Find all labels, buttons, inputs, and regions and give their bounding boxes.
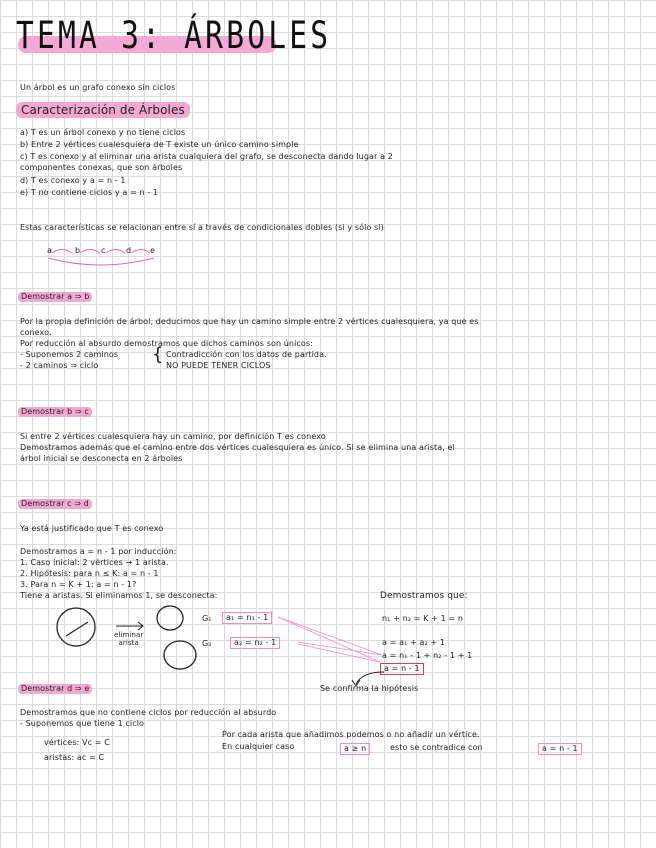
- proof-line: 3. Para n = K + 1: a = n - 1?: [20, 580, 137, 589]
- pink-connectors: [278, 617, 382, 662]
- equation-box: a = n - 1: [538, 743, 582, 755]
- subgraph-g2: [164, 641, 196, 669]
- chain-arc: [80, 250, 100, 254]
- proof-line: 2. Hipótesis: para n ≤ K: a = n - 1: [20, 569, 159, 578]
- brace-line: NO PUEDE TENER CICLOS: [166, 361, 271, 370]
- subgraph-label: G₂: [202, 639, 212, 648]
- chain-arc: [52, 250, 72, 254]
- list-item: componentes conexas, que son árboles: [20, 163, 183, 172]
- chain-arc: [106, 250, 125, 254]
- proof-line: Por cada arista que añadimos podemos o no añadir un vértice.: [222, 730, 480, 739]
- proof-line: Demostramos además que el camino entre dos vértices cualesquiera es único. Si se elimina una arista, el: [20, 443, 455, 452]
- list-item: c) T es conexo y al eliminar una arista cualquiera del grafo, se desconecta dando lugar a 2: [20, 152, 393, 161]
- proof-line: En cualquier caso: [222, 742, 295, 751]
- proof-line: vértices: Vc = C: [44, 738, 110, 747]
- proof-line: Ya está justificado que T es conexo: [20, 524, 164, 533]
- subgraph-g1: [157, 606, 183, 630]
- list-item: e) T no contiene ciclos y a = n - 1: [20, 188, 159, 197]
- chain-node: b: [75, 246, 81, 255]
- list-item: a) T es un árbol conexo y no tiene ciclos: [20, 128, 186, 137]
- result-box: a = n - 1: [380, 663, 424, 675]
- conclusion-arrow: [356, 672, 384, 684]
- brace: {: [152, 344, 164, 365]
- proof-heading: Demostrar c ⇒ d: [18, 499, 92, 509]
- proof-line: Si entre 2 vértices cualesquiera hay un camino, por definición T es conexo: [20, 432, 326, 441]
- right-line: a = a₁ + a₂ + 1: [382, 638, 446, 647]
- proof-line: Demostramos a = n - 1 por inducción:: [20, 547, 177, 556]
- conclusion-text: Se confirma la hipótesis: [320, 684, 419, 693]
- chain-node: d: [126, 246, 132, 255]
- page-title: TEMA 3: ÁRBOLES: [16, 14, 332, 57]
- right-line: a = n₁ - 1 + n₂ - 1 + 1: [382, 651, 473, 660]
- proof-heading: Demostrar b ⇒ c: [18, 407, 92, 417]
- chain-connectors: [48, 250, 154, 266]
- proof-line: Demostramos que no contiene ciclos por reducción al absurdo: [20, 708, 277, 717]
- chain-arc-bottom: [48, 258, 154, 265]
- intro-text: Un árbol es un grafo conexo sin ciclos: [20, 83, 176, 92]
- proof-line: Tiene a aristas. Si eliminamos 1, se desconecta:: [20, 591, 218, 600]
- proof-line: - 2 caminos ⇒ ciclo: [20, 361, 99, 370]
- chain-arc: [131, 250, 150, 254]
- right-line: n₁ + n₂ = K + 1 = n: [382, 614, 464, 623]
- graph-circle: [57, 608, 95, 646]
- proof-line: - Suponemos 2 caminos: [20, 350, 119, 359]
- right-title: Demostramos que:: [380, 591, 468, 601]
- chain-node: c: [101, 246, 106, 255]
- list-item: d) T es conexo y a = n - 1: [20, 176, 126, 185]
- proof-line: árbol inicial se desconecta en 2 árboles: [20, 454, 183, 463]
- proof-line: - Suponemos que tiene 1 ciclo: [20, 719, 145, 728]
- diagram-label-line: arista: [118, 639, 139, 647]
- proof-line: esto se contradice con: [390, 743, 483, 752]
- graph-edge: [66, 622, 88, 636]
- proof-line: Por la propia definición de árbol, deducimos que hay un camino simple entre 2 vértices cualesquiera, ya que es: [20, 317, 479, 326]
- proof-line: Por reducción al absurdo demostramos que dichos caminos son únicos:: [20, 339, 313, 348]
- chain-node: a: [47, 246, 53, 255]
- brace-line: Contradicción con los datos de partida.: [166, 350, 327, 359]
- section-heading: Caracterización de Árboles: [16, 102, 190, 118]
- inequality-box: a ≥ n: [340, 743, 370, 755]
- proof-line: conexo.: [20, 328, 52, 337]
- chain-node: e: [150, 246, 156, 255]
- proof-line: aristas: ac = C: [44, 753, 105, 762]
- subgraph-equation: a₁ = n₁ - 1: [222, 612, 272, 624]
- proof-line: 1. Caso inicial: 2 vértices → 1 arista.: [20, 558, 169, 567]
- proof-heading: Demostrar a ⇒ b: [18, 292, 92, 302]
- diagram-label-line: eliminar: [114, 631, 144, 639]
- subgraph-equation: a₂ = n₂ - 1: [230, 637, 280, 649]
- equivalence-note: Estas características se relacionan entre sí a través de condicionales dobles (si y sólo si): [20, 223, 384, 232]
- list-item: b) Entre 2 vértices cualesquiera de T existe un único camino simple: [20, 140, 299, 149]
- subgraph-label: G₁: [202, 614, 212, 623]
- proof-heading: Demostrar d ⇒ e: [18, 684, 92, 694]
